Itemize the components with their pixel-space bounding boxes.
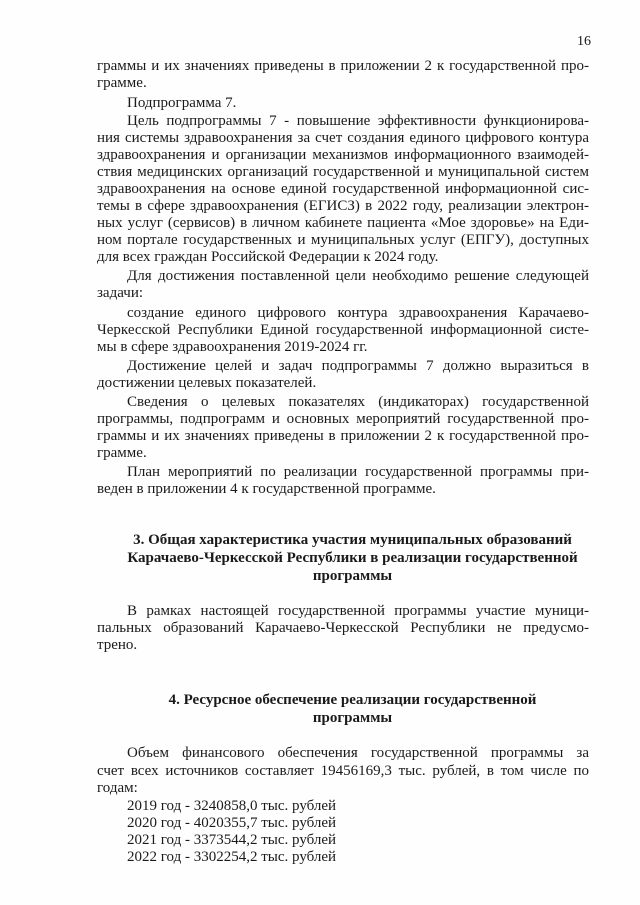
text-line: План мероприятий по реализации государственной программы при-: [127, 464, 589, 480]
text-line: темы в сфере здравоохранения (ЕГИСЗ) в 2022 году, реализации электрон-: [97, 198, 589, 214]
section-3-heading: 3. Общая характеристика участия муниципальных образований: [133, 532, 572, 548]
text-line: ном портале государственных и муниципальных услуг (ЕПГУ), доступных: [97, 232, 589, 248]
text-line: задачи:: [97, 285, 144, 301]
text-line: для всех граждан Российской Федерации к 2024 году.: [97, 249, 439, 265]
text-line: граммы и их значениях приведены в приложении 2 к государственной про-: [97, 428, 589, 444]
section-3-heading: Карачаево-Черкесской Республики в реализации государственной: [127, 550, 578, 566]
text-line: Цель подпрограммы 7 - повышение эффективности функционирова-: [127, 113, 589, 129]
subprogram-title: Подпрограмма 7.: [127, 95, 237, 111]
funding-year-line: 2020 год - 4020355,7 тыс. рублей: [127, 815, 337, 831]
text-line: создание единого цифрового контура здравоохранения Карачаево-: [127, 305, 589, 321]
text-line: трено.: [97, 637, 138, 653]
text-line: мы в сфере здравоохранения 2019-2024 гг.: [97, 339, 368, 355]
text-line: здравоохранения на основе единой государственной информационной сис-: [97, 181, 589, 197]
page-number: 16: [577, 34, 591, 49]
text-line: здравоохранения и организации механизмов информационного взаимодей-: [97, 147, 589, 163]
text-line: ния системы здравоохранения за счет создания единого цифрового контура: [97, 130, 589, 146]
text-line: годам:: [97, 780, 138, 796]
text-line: Достижение целей и задач подпрограммы 7 должно выразиться в: [127, 358, 589, 374]
text-line: веден в приложении 4 к государственной программе.: [97, 481, 436, 497]
text-line: Объем финансового обеспечения государственной программы за: [127, 745, 589, 761]
text-line: граммы и их значениях приведены в приложении 2 к государственной про-: [97, 58, 589, 74]
text-line: грамме.: [97, 75, 147, 91]
text-line: ных услуг (сервисов) в личном кабинете пациента «Мое здоровье» на Еди-: [97, 215, 589, 231]
section-3-heading: программы: [312, 568, 393, 584]
text-line: достижении целевых показателей.: [97, 375, 317, 391]
section-4-heading: программы: [312, 710, 393, 726]
funding-year-line: 2021 год - 3373544,2 тыс. рублей: [127, 832, 337, 848]
text-line: грамме.: [97, 445, 147, 461]
text-line: В рамках настоящей государственной программы участие муници-: [127, 603, 589, 619]
text-line: пальных образований Карачаево-Черкесской Республики не предусмо-: [97, 620, 589, 636]
text-line: программы, подпрограмм и основных мероприятий государственной про-: [97, 411, 589, 427]
funding-year-line: 2019 год - 3240858,0 тыс. рублей: [127, 798, 337, 814]
section-4-heading: 4. Ресурсное обеспечение реализации государственной: [168, 692, 537, 708]
text-line: Для достижения поставленной цели необходимо решение следующей: [127, 268, 589, 284]
text-line: ствия медицинских организаций государственной и муниципальной систем: [97, 164, 589, 180]
funding-year-line: 2022 год - 3302254,2 тыс. рублей: [127, 849, 337, 865]
text-line: Черкесской Республики Единой государственной информационной систе-: [97, 322, 589, 338]
text-line: Сведения о целевых показателях (индикаторах) государственной: [127, 394, 589, 410]
text-line: счет всех источников составляет 19456169,3 тыс. рублей, в том числе по: [97, 763, 589, 779]
